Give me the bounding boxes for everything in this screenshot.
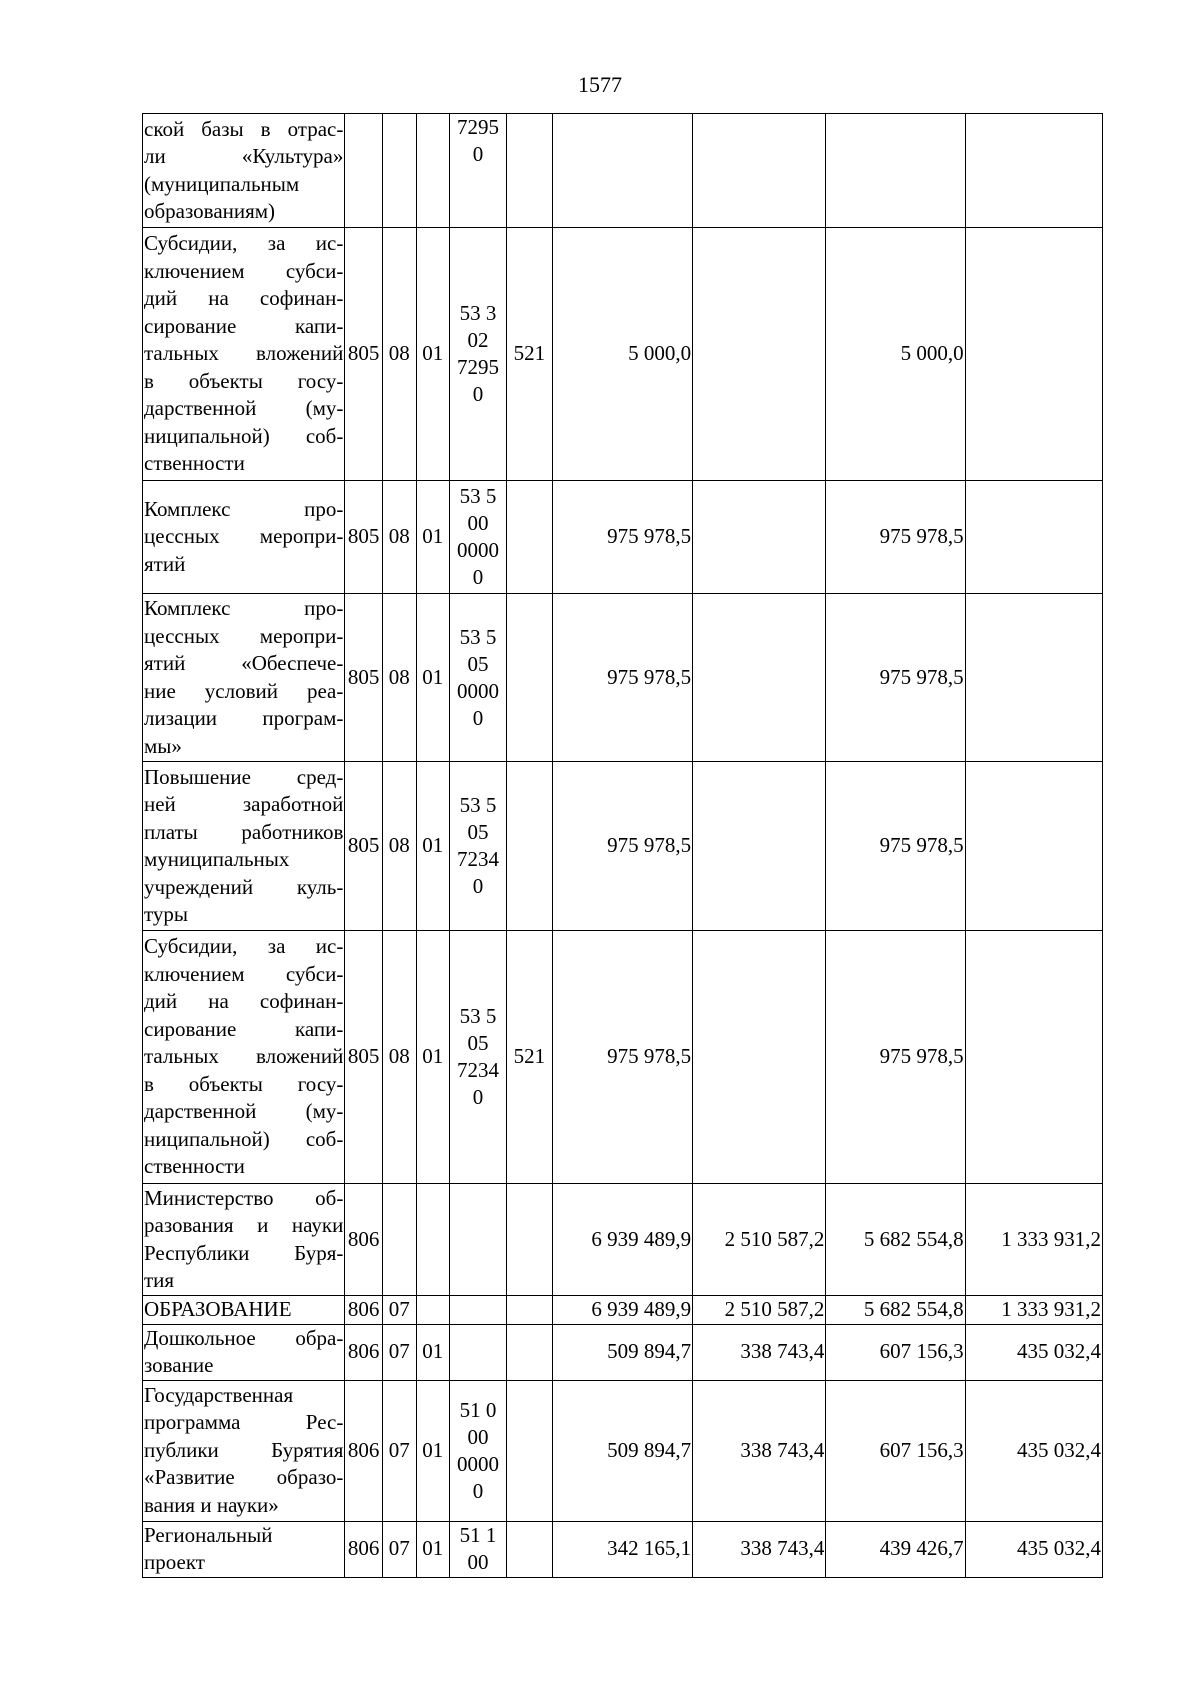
cell-v2 xyxy=(693,594,826,762)
csr-line: 53 3 xyxy=(459,301,497,325)
cell-csr xyxy=(450,762,507,931)
cell-csr xyxy=(450,1184,507,1296)
page-number: 1577 xyxy=(578,72,622,97)
cell-vr: 521 xyxy=(507,228,553,481)
cell-csr xyxy=(450,1521,507,1577)
cell-v4 xyxy=(965,228,1102,481)
cell-vr xyxy=(507,1184,553,1296)
csr-line: 53 5 xyxy=(459,1004,497,1028)
csr-line: 7234 xyxy=(457,1058,500,1082)
cell-pr: 01 xyxy=(416,762,450,931)
cell-v4: 435 032,4 xyxy=(965,1380,1102,1521)
cell-v3: 975 978,5 xyxy=(826,762,965,931)
cell-grbs: 805 xyxy=(345,762,383,931)
cell-grbs: 805 xyxy=(345,481,383,594)
csr-line: 7295 xyxy=(457,115,500,139)
cell-grbs xyxy=(345,114,383,228)
name-line: дий на софинан- xyxy=(144,286,344,311)
cell-csr xyxy=(450,931,507,1184)
name-line: ниципальной) соб- xyxy=(144,1126,344,1151)
cell-v3: 607 156,3 xyxy=(826,1324,965,1380)
name-line: ли «Культура» xyxy=(144,144,344,168)
cell-v1: 975 978,5 xyxy=(552,594,692,762)
name-line: в объекты госу- xyxy=(144,368,344,393)
table-row xyxy=(143,762,1103,931)
cell-pr: 01 xyxy=(416,1324,450,1380)
name-line: ятий xyxy=(144,551,186,576)
cell-v1: 975 978,5 xyxy=(552,481,692,594)
cell-rz: 07 xyxy=(382,1521,416,1577)
cell-rz: 08 xyxy=(382,931,416,1184)
cell-rz: 08 xyxy=(382,481,416,594)
name-line: сирование капи- xyxy=(144,1016,344,1041)
name-line: цессных меропри- xyxy=(144,623,344,648)
name-line: программа Рес- xyxy=(144,1410,344,1435)
name-line: Субсидии, за ис- xyxy=(144,934,344,959)
cell-v3: 5 000,0 xyxy=(826,228,965,481)
cell-pr: 01 xyxy=(416,1380,450,1521)
cell-v4: 1 333 931,2 xyxy=(965,1296,1102,1325)
cell-v1: 975 978,5 xyxy=(552,931,692,1184)
csr-line: 0 xyxy=(472,1085,484,1109)
cell-vr xyxy=(507,762,553,931)
name-line: ние условий реа- xyxy=(144,678,344,703)
cell-v2: 338 743,4 xyxy=(693,1521,826,1577)
row-name xyxy=(143,1296,345,1325)
name-line: дарственной (му- xyxy=(144,396,344,421)
cell-v1: 6 939 489,9 xyxy=(552,1184,692,1296)
csr-line: 0 xyxy=(472,705,484,730)
cell-rz: 08 xyxy=(382,228,416,481)
csr-line: 0 xyxy=(472,874,484,898)
name-line: в объекты госу- xyxy=(144,1071,344,1096)
name-line: проект xyxy=(144,1550,205,1574)
name-line: ОБРАЗОВАНИЕ xyxy=(144,1297,292,1321)
cell-pr: 01 xyxy=(416,594,450,762)
row-name xyxy=(143,114,345,228)
cell-vr xyxy=(507,114,553,228)
name-line: тальных вложений xyxy=(144,341,344,366)
cell-v3: 975 978,5 xyxy=(826,481,965,594)
table-row xyxy=(143,1184,1103,1296)
csr-line: 0 xyxy=(472,382,484,406)
row-name xyxy=(143,1521,345,1577)
row-name xyxy=(143,762,345,931)
name-line: ключением субси- xyxy=(144,258,344,283)
row-name xyxy=(143,481,345,594)
name-line: ской базы в отрас- xyxy=(144,116,344,141)
cell-rz: 08 xyxy=(382,762,416,931)
cell-v4 xyxy=(965,114,1102,228)
cell-v2: 2 510 587,2 xyxy=(693,1184,826,1296)
row-name xyxy=(143,228,345,481)
cell-csr xyxy=(450,1380,507,1521)
name-line: дарственной (му- xyxy=(144,1099,344,1124)
name-line: ственности xyxy=(144,451,245,476)
name-line: Министерство об- xyxy=(144,1185,344,1210)
name-line: образованиям) xyxy=(144,199,276,223)
cell-v3: 607 156,3 xyxy=(826,1380,965,1521)
cell-v3: 439 426,7 xyxy=(826,1521,965,1577)
csr-line: 0000 xyxy=(457,538,500,562)
name-line: Государственная xyxy=(144,1382,294,1407)
csr-line: 0000 xyxy=(457,678,500,703)
cell-v3 xyxy=(826,114,965,228)
cell-pr: 01 xyxy=(416,931,450,1184)
cell-v4 xyxy=(965,931,1102,1184)
name-line: сирование капи- xyxy=(144,313,344,338)
cell-grbs: 806 xyxy=(345,1324,383,1380)
cell-grbs: 805 xyxy=(345,594,383,762)
row-name xyxy=(143,594,345,762)
cell-v4: 435 032,4 xyxy=(965,1324,1102,1380)
table-row xyxy=(143,114,1103,228)
name-line: публики Бурятия xyxy=(144,1437,344,1462)
cell-vr: 521 xyxy=(507,931,553,1184)
budget-table xyxy=(142,113,1103,1578)
csr-line: 00 xyxy=(467,1549,489,1574)
csr-line: 0 xyxy=(472,565,484,589)
name-line: (муниципальным xyxy=(144,171,300,196)
cell-v1: 5 000,0 xyxy=(552,228,692,481)
name-line: «Развитие образо- xyxy=(144,1465,344,1490)
name-line: зование xyxy=(144,1353,214,1377)
cell-vr xyxy=(507,1296,553,1325)
row-name xyxy=(143,1324,345,1380)
cell-v3: 975 978,5 xyxy=(826,931,965,1184)
cell-vr xyxy=(507,1521,553,1577)
cell-v2 xyxy=(693,481,826,594)
cell-csr xyxy=(450,594,507,762)
row-name xyxy=(143,931,345,1184)
csr-line: 7295 xyxy=(457,355,500,379)
cell-grbs: 805 xyxy=(345,931,383,1184)
cell-pr: 01 xyxy=(416,1521,450,1577)
cell-csr xyxy=(450,228,507,481)
cell-grbs: 806 xyxy=(345,1296,383,1325)
name-line: Повышение сред- xyxy=(144,764,344,789)
name-line: Республики Буря- xyxy=(144,1240,344,1265)
cell-v2 xyxy=(693,114,826,228)
name-line: лизации програм- xyxy=(144,706,344,730)
cell-pr: 01 xyxy=(416,481,450,594)
cell-vr xyxy=(507,481,553,594)
name-line: ключением субси- xyxy=(144,961,344,986)
name-line: ятий «Обеспече- xyxy=(144,651,344,675)
cell-v2: 338 743,4 xyxy=(693,1324,826,1380)
name-line: Комплекс про- xyxy=(144,596,344,620)
cell-rz xyxy=(382,114,416,228)
table-row xyxy=(143,228,1103,481)
csr-line: 53 5 xyxy=(459,484,497,508)
name-line: туры xyxy=(144,902,189,926)
cell-rz: 07 xyxy=(382,1324,416,1380)
cell-v2: 2 510 587,2 xyxy=(693,1296,826,1325)
table-row xyxy=(143,1324,1103,1380)
cell-rz: 08 xyxy=(382,594,416,762)
cell-grbs: 806 xyxy=(345,1380,383,1521)
cell-pr xyxy=(416,114,450,228)
cell-grbs: 806 xyxy=(345,1184,383,1296)
cell-v3: 5 682 554,8 xyxy=(826,1296,965,1325)
csr-line: 05 xyxy=(467,651,489,676)
name-line: вания и науки» xyxy=(144,1492,279,1517)
cell-rz xyxy=(382,1184,416,1296)
csr-line: 05 xyxy=(467,820,489,844)
cell-vr xyxy=(507,1380,553,1521)
name-line: муниципальных xyxy=(144,847,290,871)
name-line: тия xyxy=(144,1268,175,1292)
csr-line: 0 xyxy=(472,142,484,166)
table-row xyxy=(143,594,1103,762)
csr-line: 05 xyxy=(467,1031,489,1055)
name-line: платы работников xyxy=(144,819,344,844)
cell-v1: 342 165,1 xyxy=(552,1521,692,1577)
name-line: мы» xyxy=(144,733,182,758)
cell-v3: 5 682 554,8 xyxy=(826,1184,965,1296)
cell-pr xyxy=(416,1296,450,1325)
cell-v2 xyxy=(693,762,826,931)
csr-line: 02 xyxy=(467,328,489,352)
name-line: учреждений куль- xyxy=(144,874,344,899)
name-line: цессных меропри- xyxy=(144,524,344,549)
name-line: тальных вложений xyxy=(144,1044,344,1069)
cell-csr xyxy=(450,1296,507,1325)
name-line: ней заработной xyxy=(144,792,344,816)
name-line: ственности xyxy=(144,1154,245,1179)
csr-line: 53 5 xyxy=(459,624,497,649)
cell-v1: 509 894,7 xyxy=(552,1380,692,1521)
cell-v4 xyxy=(965,594,1102,762)
name-line: Субсидии, за ис- xyxy=(144,231,344,256)
row-name xyxy=(143,1380,345,1521)
name-line: ниципальной) соб- xyxy=(144,423,344,448)
row-name xyxy=(143,1184,345,1296)
table-row xyxy=(143,1521,1103,1577)
csr-line: 51 1 xyxy=(459,1522,497,1547)
cell-v1: 509 894,7 xyxy=(552,1324,692,1380)
cell-v4: 435 032,4 xyxy=(965,1521,1102,1577)
name-line: дий на софинан- xyxy=(144,989,344,1014)
csr-line: 0000 xyxy=(457,1451,500,1476)
cell-v2: 338 743,4 xyxy=(693,1380,826,1521)
cell-grbs: 806 xyxy=(345,1521,383,1577)
csr-line: 51 0 xyxy=(459,1397,497,1422)
name-line: Региональный xyxy=(144,1522,273,1547)
cell-csr xyxy=(450,114,507,228)
csr-line: 7234 xyxy=(457,847,500,871)
cell-v4: 1 333 931,2 xyxy=(965,1184,1102,1296)
table-row xyxy=(143,1380,1103,1521)
name-line: разования и науки xyxy=(144,1213,344,1237)
csr-line: 0 xyxy=(472,1478,484,1503)
cell-vr xyxy=(507,594,553,762)
cell-pr xyxy=(416,1184,450,1296)
cell-v1: 6 939 489,9 xyxy=(552,1296,692,1325)
cell-v3: 975 978,5 xyxy=(826,594,965,762)
csr-line: 53 5 xyxy=(459,793,497,817)
cell-v1 xyxy=(552,114,692,228)
name-line: Комплекс про- xyxy=(144,496,344,521)
table-row xyxy=(143,931,1103,1184)
cell-rz: 07 xyxy=(382,1296,416,1325)
csr-line: 00 xyxy=(467,511,489,535)
cell-rz: 07 xyxy=(382,1380,416,1521)
cell-csr xyxy=(450,1324,507,1380)
table-row xyxy=(143,1296,1103,1325)
cell-csr xyxy=(450,481,507,594)
cell-grbs: 805 xyxy=(345,228,383,481)
csr-line: 00 xyxy=(467,1424,489,1449)
cell-v4 xyxy=(965,481,1102,594)
cell-vr xyxy=(507,1324,553,1380)
cell-pr: 01 xyxy=(416,228,450,481)
cell-v2 xyxy=(693,228,826,481)
cell-v1: 975 978,5 xyxy=(552,762,692,931)
name-line: Дошкольное обра- xyxy=(144,1325,344,1350)
cell-v4 xyxy=(965,762,1102,931)
table-row xyxy=(143,481,1103,594)
cell-v2 xyxy=(693,931,826,1184)
